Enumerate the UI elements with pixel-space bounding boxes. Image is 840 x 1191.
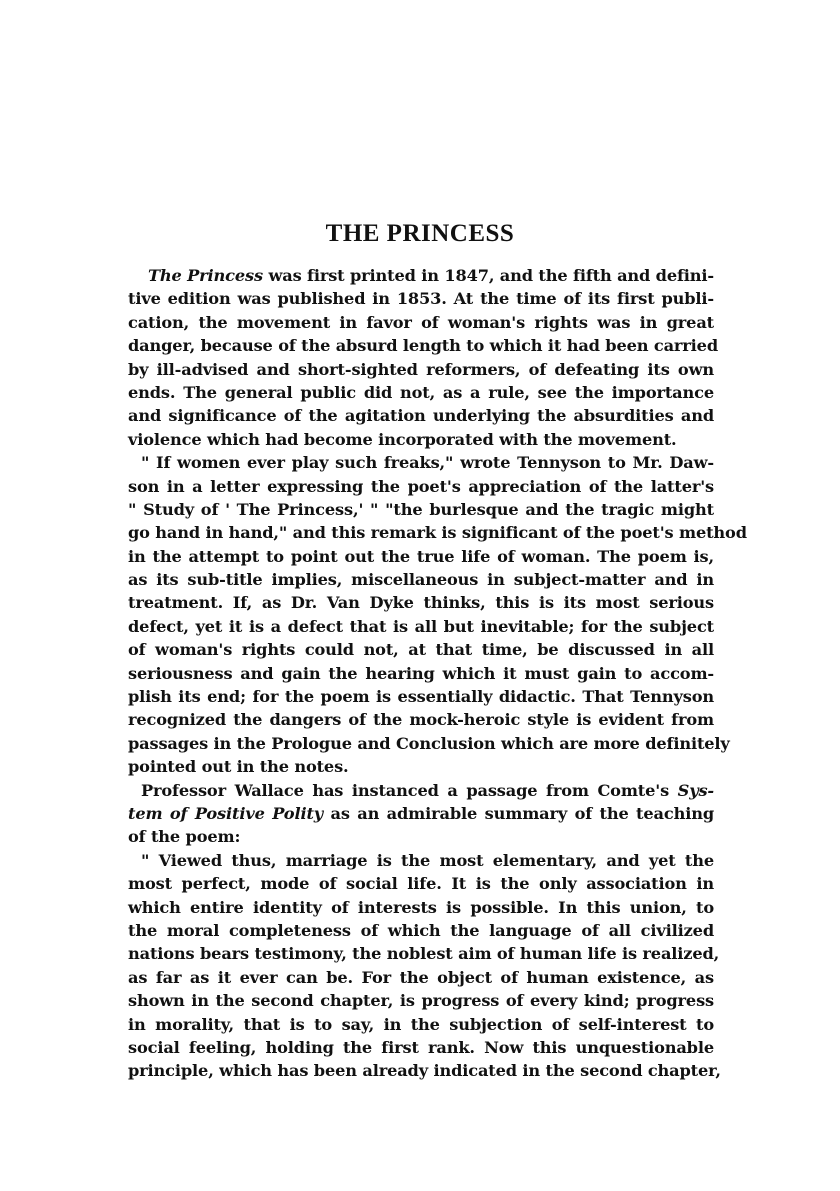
text-line: [128, 825, 714, 848]
text-line: [128, 311, 714, 334]
text-line: [128, 264, 714, 287]
text-line: [128, 334, 719, 357]
line-start: which entire identity of interests is possible. In this union, to: [128, 897, 714, 917]
text-line: [128, 779, 714, 802]
line-start: treatment. If, as Dr. Van Dyke thinks, this is its most serious: [128, 593, 714, 613]
text-line: [128, 287, 714, 310]
text-line: [128, 521, 747, 544]
text-line: [128, 591, 714, 614]
line-start: Professor Wallace has instanced a passage from Comte's: [141, 780, 678, 800]
italic-phrase: Sys-: [677, 780, 714, 800]
text-line: [128, 475, 714, 498]
text-line: [128, 872, 714, 895]
line-start: defect, yet it is a defect that is all but inevitable; for the subject: [128, 616, 714, 636]
text-line: [128, 1059, 721, 1082]
line-start: plish its end; for the poem is essentially didactic. That Tennyson: [128, 687, 714, 707]
text-line: [128, 381, 714, 404]
line-start: in morality, that is to say, in the subjection of self-interest to: [128, 1014, 714, 1034]
line-start: tive edition was published in 1853. At the time of its first publi-: [128, 289, 714, 309]
text-line: [128, 966, 714, 989]
text-line: [128, 708, 714, 731]
text-line: [128, 989, 714, 1012]
line-start: most perfect, mode of social life. It is the only association in: [128, 874, 714, 894]
body-text: [128, 264, 747, 1083]
text-line: [128, 849, 714, 872]
text-line: [128, 638, 714, 661]
italic-phrase: tem of Positive Polity: [128, 803, 324, 823]
text-line: [128, 896, 714, 919]
text-line: [128, 919, 714, 942]
line-start: principle, which has been already indicated in the second chapter,: [128, 1061, 721, 1081]
line-start: recognized the dangers of the mock-heroic style is evident from: [128, 710, 714, 730]
text-line: [128, 428, 714, 451]
line-start: " If women ever play such freaks," wrote Tennyson to Mr. Daw-: [141, 453, 714, 473]
line-start: as far as it ever can be. For the object of human existence, as: [128, 967, 714, 987]
line-start: go hand in hand," and this remark is significant of the poet's method: [128, 523, 747, 543]
line-start: as its sub-title implies, miscellaneous in subject-matter and in: [128, 570, 714, 590]
text-line: [128, 802, 714, 825]
line-start: passages in the Prologue and Conclusion which are more definitely: [128, 733, 730, 753]
line-start: cation, the movement in favor of woman's rights was in great: [128, 312, 714, 332]
line-start: by ill-advised and short-sighted reformers, of defeating its own: [128, 359, 714, 379]
text-line: [128, 451, 714, 474]
text-line: [128, 732, 730, 755]
line-start: ends. The general public did not, as a rule, see the importance: [128, 382, 714, 402]
line-start: " Study of ' The Princess,' " "the burlesque and the tragic might: [128, 499, 714, 519]
line-start: seriousness and gain the hearing which it must gain to accom-: [128, 663, 714, 683]
text-line: [128, 545, 714, 568]
page-title: THE PRINCESS: [325, 220, 515, 247]
line-start: in the attempt to point out the true life of woman. The poem is,: [128, 546, 714, 566]
line-start: pointed out in the notes.: [128, 757, 349, 777]
text-line: [128, 615, 714, 638]
line-start: and significance of the agitation underlying the absurdities and: [128, 406, 714, 426]
text-line: [128, 662, 714, 685]
line-start: shown in the second chapter, is progress of every kind; progress: [128, 991, 714, 1011]
text-line: [128, 568, 714, 591]
text-line: [128, 498, 714, 521]
italic-phrase: The Princess: [148, 266, 263, 285]
text-line: [128, 685, 714, 708]
line-start: social feeling, holding the first rank. Now this unquestionable: [128, 1037, 714, 1057]
line-end: as an admirable summary of the teaching: [323, 803, 714, 823]
line-start: of woman's rights could not, at that time, be discussed in all: [128, 640, 714, 660]
line-start: danger, because of the absurd length to which it had been carried: [128, 336, 719, 356]
text-line: [128, 1013, 714, 1036]
text-line: [128, 1036, 714, 1059]
line-start: nations bears testimony, the noblest aim of human life is realized,: [128, 944, 720, 964]
line-start: the moral completeness of which the language of all civilized: [128, 920, 714, 940]
line-end: was first printed in 1847, and the fifth and defini-: [262, 266, 714, 285]
text-line: [128, 942, 720, 965]
line-start: violence which had become incorporated with the movement.: [128, 429, 677, 449]
line-start: of the poem:: [128, 827, 241, 847]
line-start: son in a letter expressing the poet's appreciation of the latter's: [128, 476, 714, 496]
text-line: [128, 404, 714, 427]
text-line: [128, 358, 714, 381]
line-start: " Viewed thus, marriage is the most elementary, and yet the: [141, 850, 714, 870]
text-line: [128, 755, 714, 778]
